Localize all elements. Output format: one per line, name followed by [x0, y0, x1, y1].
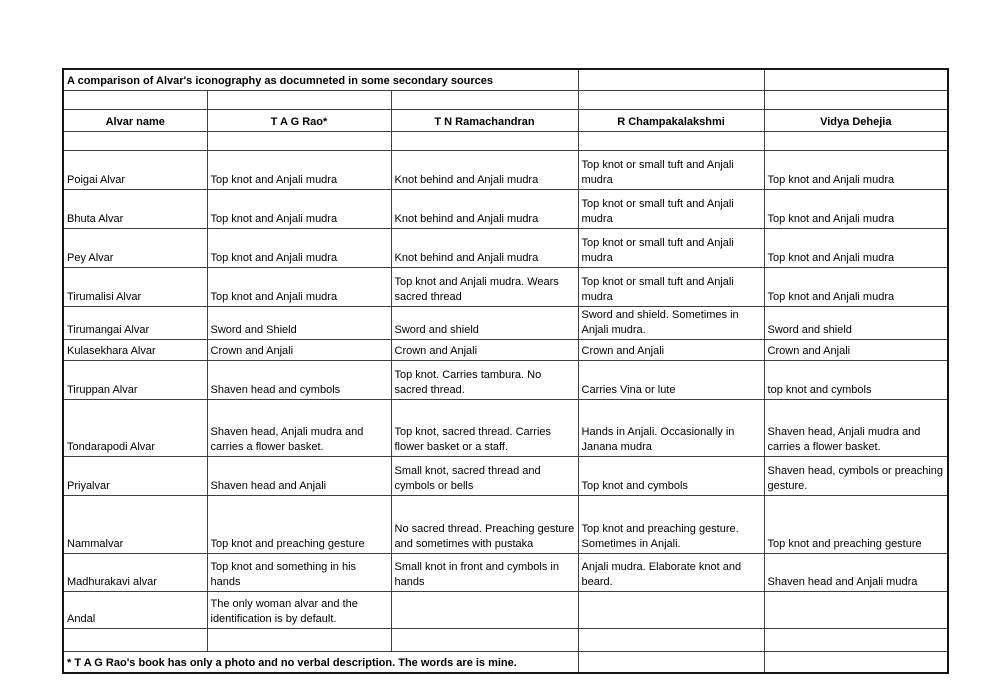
- dehejia-cell: Top knot and Anjali mudra: [764, 151, 948, 190]
- alvar-name-cell: Madhurakavi alvar: [63, 554, 207, 592]
- spacer-row: [63, 629, 948, 652]
- empty-cell: [764, 132, 948, 151]
- dehejia-cell: Shaven head, Anjali mudra and carries a flower basket.: [764, 400, 948, 457]
- champakalakshmi-cell: Top knot or small tuft and Anjali mudra: [578, 151, 764, 190]
- spacer-row: [63, 132, 948, 151]
- header-row: [63, 110, 948, 132]
- dehejia-cell: Crown and Anjali: [764, 340, 948, 361]
- dehejia-cell: Top knot and preaching gesture: [764, 496, 948, 554]
- rao-cell: Shaven head and cymbols: [207, 361, 391, 400]
- empty-cell: [63, 91, 207, 110]
- champakalakshmi-cell: Anjali mudra. Elaborate knot and beard.: [578, 554, 764, 592]
- empty-cell: [391, 91, 578, 110]
- empty-cell: [207, 132, 391, 151]
- champakalakshmi-cell: Carries Vina or lute: [578, 361, 764, 400]
- table-row: [63, 307, 948, 340]
- rao-cell: Top knot and Anjali mudra: [207, 190, 391, 229]
- champakalakshmi-cell: [578, 592, 764, 629]
- empty-cell: [63, 629, 207, 652]
- table-row: [63, 361, 948, 400]
- dehejia-cell: Sword and shield: [764, 307, 948, 340]
- empty-cell: [764, 91, 948, 110]
- champakalakshmi-cell: Top knot or small tuft and Anjali mudra: [578, 229, 764, 268]
- table-row: [63, 457, 948, 496]
- rao-cell: Shaven head and Anjali: [207, 457, 391, 496]
- empty-cell: [207, 91, 391, 110]
- alvar-name-cell: Nammalvar: [63, 496, 207, 554]
- ramachandran-cell: No sacred thread. Preaching gesture and sometimes with pustaka: [391, 496, 578, 554]
- champakalakshmi-cell: Sword and shield. Sometimes in Anjali mudra.: [578, 307, 764, 340]
- rao-cell: Top knot and Anjali mudra: [207, 229, 391, 268]
- table-row: [63, 496, 948, 554]
- ramachandran-cell: Top knot and Anjali mudra. Wears sacred thread: [391, 268, 578, 307]
- rao-cell: Top knot and something in his hands: [207, 554, 391, 592]
- alvar-name-cell: Kulasekhara Alvar: [63, 340, 207, 361]
- champakalakshmi-cell: Top knot or small tuft and Anjali mudra: [578, 268, 764, 307]
- alvar-name-cell: Tiruppan Alvar: [63, 361, 207, 400]
- ramachandran-cell: [391, 592, 578, 629]
- empty-cell: [578, 132, 764, 151]
- rao-cell: Top knot and preaching gesture: [207, 496, 391, 554]
- rao-cell: Sword and Shield: [207, 307, 391, 340]
- rao-cell: Top knot and Anjali mudra: [207, 151, 391, 190]
- ramachandran-cell: Small knot in front and cymbols in hands: [391, 554, 578, 592]
- column-header-rao: T A G Rao*: [207, 110, 391, 132]
- alvar-name-cell: Priyalvar: [63, 457, 207, 496]
- champakalakshmi-cell: Top knot or small tuft and Anjali mudra: [578, 190, 764, 229]
- empty-cell: [391, 629, 578, 652]
- champakalakshmi-cell: Top knot and preaching gesture. Sometimes in Anjali.: [578, 496, 764, 554]
- ramachandran-cell: Top knot, sacred thread. Carries flower basket or a staff.: [391, 400, 578, 457]
- column-header-alvar-name: Alvar name: [63, 110, 207, 132]
- ramachandran-cell: Sword and shield: [391, 307, 578, 340]
- dehejia-cell: Top knot and Anjali mudra: [764, 229, 948, 268]
- table-row: [63, 400, 948, 457]
- table-title: A comparison of Alvar's iconography as documneted in some secondary sources: [63, 69, 578, 91]
- table-row: [63, 554, 948, 592]
- table-row: [63, 268, 948, 307]
- empty-cell: [578, 69, 764, 91]
- champakalakshmi-cell: Top knot and cymbols: [578, 457, 764, 496]
- table-row: [63, 592, 948, 629]
- table-row: [63, 190, 948, 229]
- ramachandran-cell: Knot behind and Anjali mudra: [391, 151, 578, 190]
- dehejia-cell: Shaven head and Anjali mudra: [764, 554, 948, 592]
- empty-cell: [207, 629, 391, 652]
- footnote-row: [63, 652, 948, 674]
- rao-cell: Shaven head, Anjali mudra and carries a flower basket.: [207, 400, 391, 457]
- rao-cell: The only woman alvar and the identification is by default.: [207, 592, 391, 629]
- alvar-name-cell: Tirumalisi Alvar: [63, 268, 207, 307]
- alvar-name-cell: Andal: [63, 592, 207, 629]
- dehejia-cell: Top knot and Anjali mudra: [764, 190, 948, 229]
- rao-cell: Top knot and Anjali mudra: [207, 268, 391, 307]
- ramachandran-cell: Small knot, sacred thread and cymbols or bells: [391, 457, 578, 496]
- empty-cell: [578, 652, 764, 674]
- empty-cell: [764, 652, 948, 674]
- alvar-name-cell: Bhuta Alvar: [63, 190, 207, 229]
- alvar-name-cell: Poigai Alvar: [63, 151, 207, 190]
- empty-cell: [764, 69, 948, 91]
- ramachandran-cell: Crown and Anjali: [391, 340, 578, 361]
- empty-cell: [63, 132, 207, 151]
- champakalakshmi-cell: Hands in Anjali. Occasionally in Janana mudra: [578, 400, 764, 457]
- spacer-row: [63, 91, 948, 110]
- title-row: [63, 69, 948, 91]
- alvar-name-cell: Tondarapodi Alvar: [63, 400, 207, 457]
- ramachandran-cell: Knot behind and Anjali mudra: [391, 229, 578, 268]
- column-header-champakalakshmi: R Champakalakshmi: [578, 110, 764, 132]
- alvar-name-cell: Pey Alvar: [63, 229, 207, 268]
- table-row: [63, 340, 948, 361]
- empty-cell: [578, 629, 764, 652]
- ramachandran-cell: Knot behind and Anjali mudra: [391, 190, 578, 229]
- dehejia-cell: top knot and cymbols: [764, 361, 948, 400]
- comparison-table: [62, 68, 949, 674]
- rao-cell: Crown and Anjali: [207, 340, 391, 361]
- empty-cell: [391, 132, 578, 151]
- empty-cell: [578, 91, 764, 110]
- table-footnote: * T A G Rao's book has only a photo and no verbal description. The words are is mine.: [63, 652, 578, 674]
- empty-cell: [764, 629, 948, 652]
- ramachandran-cell: Top knot. Carries tambura. No sacred thread.: [391, 361, 578, 400]
- column-header-ramachandran: T N Ramachandran: [391, 110, 578, 132]
- dehejia-cell: Shaven head, cymbols or preaching gesture.: [764, 457, 948, 496]
- dehejia-cell: [764, 592, 948, 629]
- table-row: [63, 151, 948, 190]
- column-header-dehejia: Vidya Dehejia: [764, 110, 948, 132]
- dehejia-cell: Top knot and Anjali mudra: [764, 268, 948, 307]
- champakalakshmi-cell: Crown and Anjali: [578, 340, 764, 361]
- table-row: [63, 229, 948, 268]
- alvar-name-cell: Tirumangai Alvar: [63, 307, 207, 340]
